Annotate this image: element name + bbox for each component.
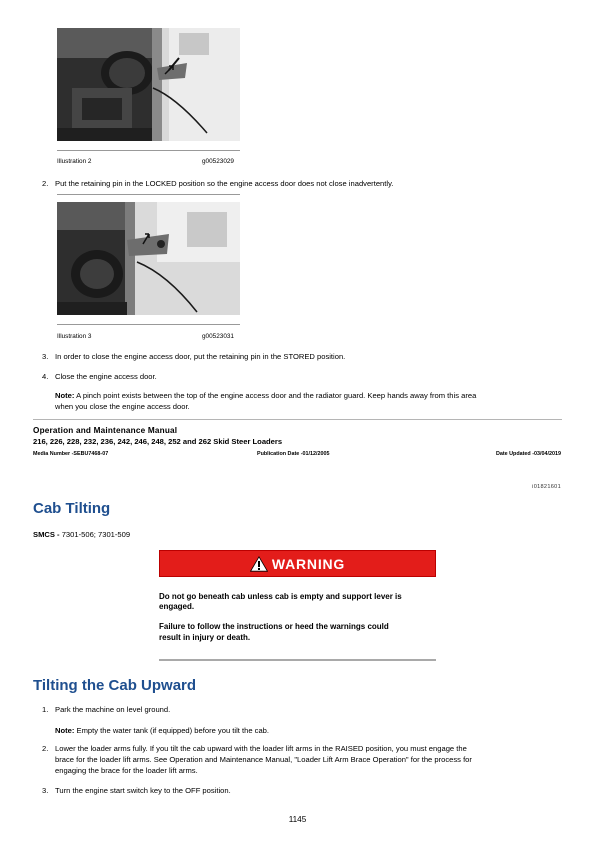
note-label: Note: — [55, 391, 75, 400]
media-number: Media Number -SEBU7468-07 — [33, 451, 109, 457]
step-4-text: Close the engine access door. — [55, 372, 157, 381]
step-2 — [42, 179, 562, 189]
warning-bottom-rule — [159, 659, 436, 661]
section-title: Cab Tilting — [33, 500, 111, 517]
cab-step-2-line-3: engaging the brace for the loader lift arms. — [55, 766, 198, 775]
illustration-3-caption: Illustration 3 — [57, 333, 92, 340]
note-water-tank — [55, 726, 575, 736]
step-3-number: 3. — [42, 352, 49, 361]
cab-step-2-line-1: Lower the loader arms fully. If you tilt the cab upward with the loader lift arms in the RAISED position, you must engage the — [55, 744, 467, 753]
warning-banner — [159, 550, 436, 577]
cab-step-3-text: Turn the engine start switch key to the OFF position. — [55, 786, 231, 795]
date-updated: Date Updated -03/04/2019 — [495, 451, 561, 457]
step-2-number: 2. — [42, 179, 49, 188]
illustration-2-rule — [57, 150, 240, 151]
cab-step-1 — [42, 705, 562, 715]
warning-text-1-line-1: Do not go beneath cab unless cab is empty and support lever is — [159, 592, 402, 601]
cab-step-3 — [42, 786, 562, 796]
cab-step-3-number: 3. — [42, 786, 49, 795]
manual-subtitle: 216, 226, 228, 232, 236, 242, 246, 248, 252 and 262 Skid Steer Loaders — [33, 437, 283, 446]
illustration-2-caption: Illustration 2 — [57, 158, 92, 165]
illustration-3-top-rule — [57, 194, 240, 195]
smcs-value: 7301-506; 7301-509 — [61, 530, 131, 539]
cab-step-1-text: Park the machine on level ground. — [55, 705, 171, 714]
cab-step-2 — [42, 744, 567, 754]
warning-label: WARNING — [271, 555, 346, 572]
warning-text-1-line-2: engaged. — [159, 602, 195, 611]
note-water-tank-label: Note: — [55, 726, 75, 735]
illustration-2-code: g00523029 — [202, 158, 234, 165]
note-pinch-point-line-2: when you close the engine access door. — [55, 402, 190, 411]
step-4-number: 4. — [42, 372, 49, 381]
warning-text-2-line-2: result in injury or death. — [159, 633, 251, 642]
step-3-text: In order to close the engine access door, put the retaining pin in the STORED position. — [55, 352, 346, 361]
page-number: 1145 — [288, 815, 307, 824]
cab-step-1-number: 1. — [42, 705, 49, 714]
illustration-3-photo — [57, 202, 240, 315]
header-divider — [33, 419, 562, 420]
warning-text-2-line-1: Failure to follow the instructions or heed the warnings could — [159, 622, 389, 631]
step-2-text: Put the retaining pin in the LOCKED position so the engine access door does not close inadvertently. — [55, 179, 394, 188]
note-line-1: A pinch point exists between the top of the engine access door and the radiator guard. Keep hands away from this area — [76, 391, 477, 400]
illustration-3-rule — [57, 324, 240, 325]
subsection-title: Tilting the Cab Upward — [33, 677, 197, 694]
document-id: i01821601 — [532, 484, 561, 490]
step-3 — [42, 352, 562, 362]
illustration-3-code: g00523031 — [202, 333, 234, 340]
cab-step-2-number: 2. — [42, 744, 49, 753]
warning-triangle-icon — [250, 556, 268, 572]
note-water-tank-text: Empty the water tank (if equipped) before you tilt the cab. — [76, 726, 270, 735]
step-4 — [42, 372, 562, 382]
manual-title: Operation and Maintenance Manual — [33, 426, 178, 435]
smcs-codes — [33, 530, 130, 539]
publication-date: Publication Date -01/12/2005 — [257, 451, 330, 457]
smcs-label: SMCS - — [33, 530, 60, 539]
note-pinch-point — [55, 391, 575, 401]
cab-step-2-line-2: brace for the loader lift arms. See Operation and Maintenance Manual, "Loader Lift Arm Brace Operation" for the process for — [55, 755, 472, 764]
illustration-2-photo — [57, 28, 240, 141]
